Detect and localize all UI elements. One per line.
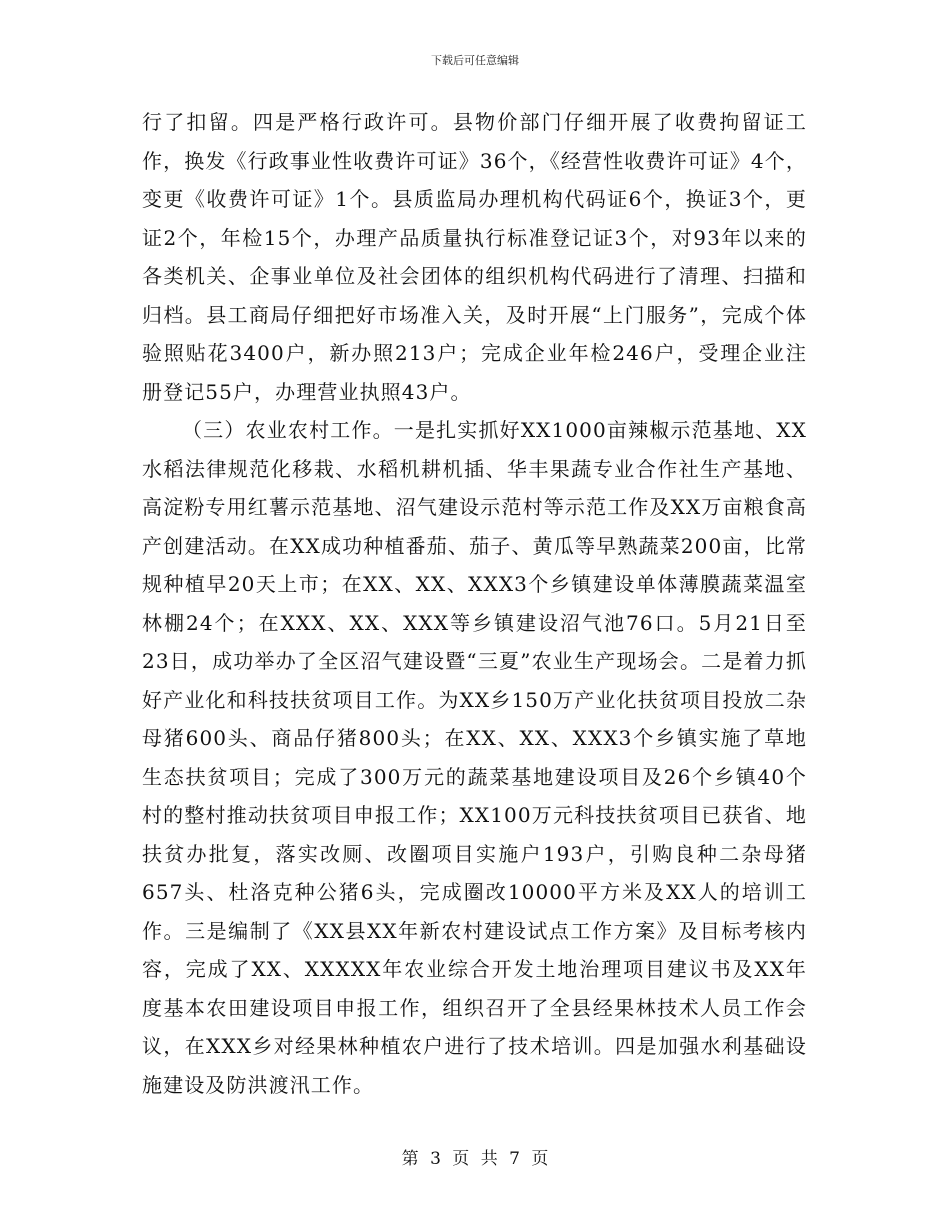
paragraph-2: （三）农业农村工作。一是扎实抓好XX1000亩辣椒示范基地、XX水稻法律规范化移栽、水稻机耕机插、华丰果蔬专业合作社生产基地、高淀粉专用红薯示范基地、沼气建设示范村等示范工作及XX万亩粮食高产创建活动。在XX成功种植番茄、茄子、黄瓜等早熟蔬菜200亩，比常规种植早20天上市；在XX、XX、XXX3个乡镇建设单体薄膜蔬菜温室林棚24个；在XXX、XX、XXX等乡镇建设沼气池76口。5月21日至23日，成功举办了全区沼气建设暨“三夏”农业生产现场会。二是着力抓好产业化和科技扶贫项目工作。为XX乡150万产业化扶贫项目投放二杂母猪600头、商品仔猪800头；在XX、XX、XXX3个乡镇实施了草地生态扶贫项目；完成了300万元的蔬菜基地建设项目及26个乡镇40个村的整村推动扶贫项目申报工作；XX100万元科技扶贫项目已获省、地扶贫办批复，落实改厕、改圈项目实施户193户，引购良种二杂母猪657头、杜洛克种公猪6头，完成圈改10000平方米及XX人的培训工作。三是编制了《XX县XX年新农村建设试点工作方案》及目标考核内容，完成了XX、XXXXX年农业综合开发土地治理项目建议书及XX年度基本农田建设项目申报工作，组织召开了全县经果林技术人员工作会议，在XXX乡对经果林种植农户进行了技术培训。四是加强水利基础设施建设及防洪渡汛工作。 bbox=[142, 418, 807, 1097]
page-header: 下载后可任意编辑 bbox=[431, 54, 519, 67]
page-number-footer: 第 3 页 共 7 页 bbox=[401, 1149, 549, 1169]
document-body bbox=[142, 103, 807, 1104]
paragraph-1: 行了扣留。四是严格行政许可。县物价部门仔细开展了收费拘留证工作，换发《行政事业性收费许可证》36个，《经营性收费许可证》4个，变更《收费许可证》1个。县质监局办理机构代码证6个，换证3个，更证2个，年检15个，办理产品质量执行标准登记证3个，对93年以来的各类机关、企事业单位及社会团体的组织机构代码进行了清理、扫描和归档。县工商局仔细把好市场准入关，及时开展“上门服务”，完成个体验照贴花3400户，新办照213户；完成企业年检246户，受理企业注册登记55户，办理营业执照43户。 bbox=[142, 110, 807, 404]
